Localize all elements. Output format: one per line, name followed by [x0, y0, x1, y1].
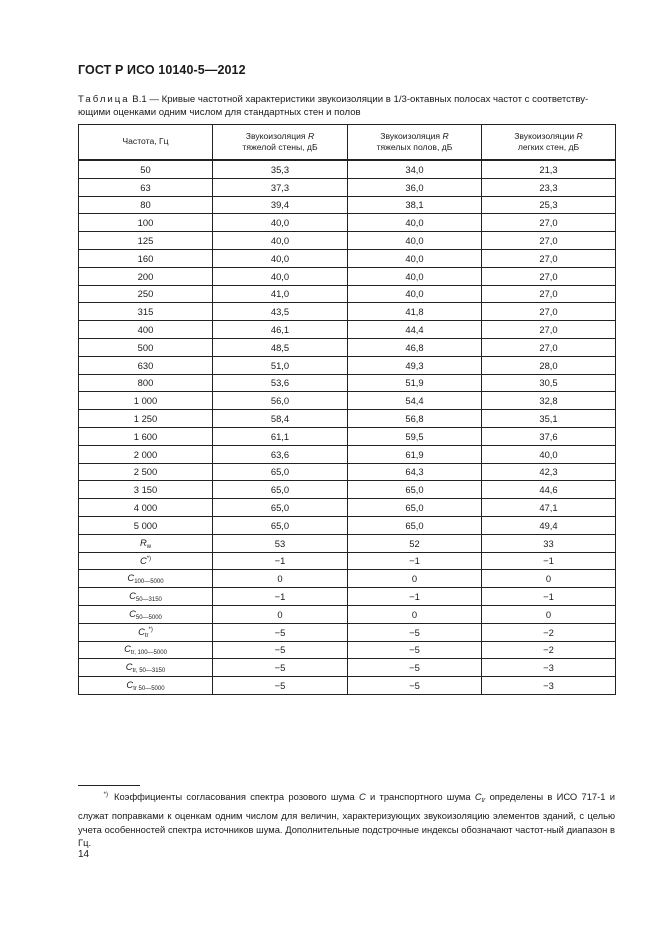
table-row: [79, 374, 616, 392]
value-cell: 53,6: [213, 374, 348, 392]
rating-value-cell: −2: [482, 641, 616, 659]
table-row: [79, 516, 616, 534]
caption-label: Таблица: [78, 94, 130, 105]
rating-row: [79, 552, 616, 570]
rating-value-cell: −5: [348, 623, 482, 641]
rating-value-cell: −2: [482, 623, 616, 641]
value-cell: 51,9: [348, 374, 482, 392]
value-cell: 65,0: [348, 481, 482, 499]
value-cell: 35,3: [213, 160, 348, 178]
caption-number: В.1: [132, 94, 147, 105]
table-row: [79, 463, 616, 481]
rating-symbol-cell: $C_{100—5000}$: [79, 570, 213, 588]
rating-value-cell: −5: [213, 677, 348, 695]
value-cell: 47,1: [482, 499, 616, 517]
value-cell: 59,5: [348, 427, 482, 445]
rating-value-cell: −3: [482, 677, 616, 695]
frequency-cell: 100: [79, 214, 213, 232]
rating-symbol-cell: $C_{tr}^{*)}$: [79, 623, 213, 641]
value-cell: 21,3: [482, 160, 616, 178]
rating-value-cell: −5: [213, 623, 348, 641]
value-cell: 65,0: [213, 499, 348, 517]
value-cell: 65,0: [213, 481, 348, 499]
rating-symbol-cell: $C_{tr, 100—5000}$: [79, 641, 213, 659]
frequency-cell: 1 600: [79, 427, 213, 445]
frequency-cell: 250: [79, 285, 213, 303]
table-row: [79, 196, 616, 214]
rating-value-cell: 33: [482, 534, 616, 552]
value-cell: 27,0: [482, 267, 616, 285]
table-row: [79, 338, 616, 356]
frequency-cell: 1 250: [79, 410, 213, 428]
value-cell: 56,8: [348, 410, 482, 428]
table-row: [79, 303, 616, 321]
value-cell: 40,0: [213, 214, 348, 232]
table-row: [79, 356, 616, 374]
table-caption: [78, 93, 618, 119]
table-row: [79, 249, 616, 267]
rating-symbol-cell: $C_{tr 50—5000}$: [79, 677, 213, 695]
value-cell: 37,3: [213, 178, 348, 196]
value-cell: 27,0: [482, 285, 616, 303]
value-cell: 61,1: [213, 427, 348, 445]
rating-row: [79, 641, 616, 659]
frequency-cell: 1 000: [79, 392, 213, 410]
value-cell: 38,1: [348, 196, 482, 214]
value-cell: 32,8: [482, 392, 616, 410]
rating-value-cell: 52: [348, 534, 482, 552]
value-cell: 56,0: [213, 392, 348, 410]
value-cell: 28,0: [482, 356, 616, 374]
footnote-marker: *): [103, 792, 108, 798]
frequency-cell: 2 000: [79, 445, 213, 463]
value-cell: 40,0: [348, 285, 482, 303]
table-row: [79, 160, 616, 178]
rating-value-cell: 0: [348, 570, 482, 588]
table-row: [79, 267, 616, 285]
caption-text: — Кривые частотной характеристики звукоизоляции в 1/3-октавных полосах частот с соответству-ющими оценками одним числом для стандартных стен и полов: [78, 94, 589, 118]
value-cell: 65,0: [213, 463, 348, 481]
table-row: [79, 178, 616, 196]
data-table-wrapper: [78, 124, 615, 695]
frequency-cell: 400: [79, 321, 213, 339]
value-cell: 37,6: [482, 427, 616, 445]
value-cell: 39,4: [213, 196, 348, 214]
table-row: [79, 499, 616, 517]
value-cell: 46,8: [348, 338, 482, 356]
value-cell: 40,0: [213, 232, 348, 250]
table-row: [79, 392, 616, 410]
value-cell: 40,0: [348, 249, 482, 267]
value-cell: 40,0: [348, 232, 482, 250]
value-cell: 27,0: [482, 321, 616, 339]
header-frequency: Частота, Гц: [79, 125, 213, 161]
value-cell: 27,0: [482, 338, 616, 356]
rating-row: [79, 605, 616, 623]
rating-value-cell: −5: [348, 641, 482, 659]
rating-value-cell: −5: [213, 659, 348, 677]
value-cell: 46,1: [213, 321, 348, 339]
table-row: [79, 285, 616, 303]
rating-value-cell: 0: [213, 605, 348, 623]
rating-symbol-cell: $C_{50—3150}$: [79, 588, 213, 606]
rating-value-cell: 0: [482, 605, 616, 623]
table-row: [79, 445, 616, 463]
value-cell: 49,4: [482, 516, 616, 534]
value-cell: 64,3: [348, 463, 482, 481]
rating-symbol-cell: $C_{tr, 50—3150}$: [79, 659, 213, 677]
sound-insulation-table: [78, 124, 616, 695]
rating-row: [79, 623, 616, 641]
frequency-cell: 80: [79, 196, 213, 214]
value-cell: 48,5: [213, 338, 348, 356]
value-cell: 40,0: [482, 445, 616, 463]
value-cell: 23,3: [482, 178, 616, 196]
frequency-cell: 63: [79, 178, 213, 196]
frequency-cell: 50: [79, 160, 213, 178]
value-cell: 43,5: [213, 303, 348, 321]
value-cell: 40,0: [213, 267, 348, 285]
rating-row: [79, 588, 616, 606]
rating-symbol-cell: $R_w$: [79, 534, 213, 552]
header-heavy-wall: Звукоизоляция R тяжелой стены, дБ: [213, 125, 348, 161]
value-cell: 36,0: [348, 178, 482, 196]
rating-symbol-cell: C*): [79, 552, 213, 570]
table-header-row: [79, 125, 616, 161]
rating-value-cell: −1: [482, 588, 616, 606]
frequency-cell: 200: [79, 267, 213, 285]
table-row: [79, 321, 616, 339]
table-row: [79, 410, 616, 428]
rating-value-cell: −5: [213, 641, 348, 659]
value-cell: 41,8: [348, 303, 482, 321]
value-cell: 27,0: [482, 303, 616, 321]
value-cell: 40,0: [348, 214, 482, 232]
frequency-cell: 315: [79, 303, 213, 321]
rating-value-cell: 53: [213, 534, 348, 552]
value-cell: 27,0: [482, 214, 616, 232]
value-cell: 34,0: [348, 160, 482, 178]
value-cell: 40,0: [348, 267, 482, 285]
frequency-cell: 5 000: [79, 516, 213, 534]
value-cell: 65,0: [348, 499, 482, 517]
rating-value-cell: −1: [482, 552, 616, 570]
value-cell: 44,4: [348, 321, 482, 339]
header-light-wall: Звукоизоляции R легких стен, дБ: [482, 125, 616, 161]
footnote-divider: [78, 785, 140, 786]
page-number: 14: [78, 849, 90, 860]
value-cell: 65,0: [213, 516, 348, 534]
frequency-cell: 800: [79, 374, 213, 392]
table-row: [79, 427, 616, 445]
rating-row: [79, 659, 616, 677]
rating-value-cell: −1: [348, 552, 482, 570]
frequency-cell: 160: [79, 249, 213, 267]
rating-value-cell: 0: [482, 570, 616, 588]
frequency-cell: 630: [79, 356, 213, 374]
value-cell: 44,6: [482, 481, 616, 499]
value-cell: 27,0: [482, 249, 616, 267]
rating-row: [79, 677, 616, 695]
table-body: [79, 160, 616, 694]
value-cell: 40,0: [213, 249, 348, 267]
footnote: *) Коэффициенты согласования спектра розового шума C и транспортного шума $C_{tr}$ определены в ИСО 717-1 и служат поправками к оценкам одним числом для величин, характеризующих звукоизоляцию элементов зданий, с целью учета особенностей спектра источников шума. Дополнительные подстрочные индексы обозначают частот-ный диапазон в Гц.: [78, 791, 615, 849]
header-heavy-floor: Звукоизоляция R тяжелых полов, дБ: [348, 125, 482, 161]
rating-value-cell: −3: [482, 659, 616, 677]
rating-value-cell: −1: [213, 588, 348, 606]
frequency-cell: 3 150: [79, 481, 213, 499]
rating-symbol-cell: $C_{50—5000}$: [79, 605, 213, 623]
frequency-cell: 125: [79, 232, 213, 250]
value-cell: 49,3: [348, 356, 482, 374]
rating-value-cell: −1: [213, 552, 348, 570]
value-cell: 65,0: [348, 516, 482, 534]
document-title: ГОСТ Р ИСО 10140-5—2012: [78, 63, 246, 77]
table-row: [79, 214, 616, 232]
table-row: [79, 232, 616, 250]
value-cell: 35,1: [482, 410, 616, 428]
rating-row: [79, 534, 616, 552]
rating-value-cell: −1: [348, 588, 482, 606]
value-cell: 54,4: [348, 392, 482, 410]
value-cell: 30,5: [482, 374, 616, 392]
rating-value-cell: −5: [348, 677, 482, 695]
value-cell: 58,4: [213, 410, 348, 428]
value-cell: 25,3: [482, 196, 616, 214]
table-row: [79, 481, 616, 499]
rating-value-cell: 0: [348, 605, 482, 623]
frequency-cell: 500: [79, 338, 213, 356]
value-cell: 42,3: [482, 463, 616, 481]
frequency-cell: 4 000: [79, 499, 213, 517]
value-cell: 63,6: [213, 445, 348, 463]
value-cell: 27,0: [482, 232, 616, 250]
value-cell: 51,0: [213, 356, 348, 374]
rating-row: [79, 570, 616, 588]
value-cell: 61,9: [348, 445, 482, 463]
frequency-cell: 2 500: [79, 463, 213, 481]
rating-value-cell: −5: [348, 659, 482, 677]
rating-value-cell: 0: [213, 570, 348, 588]
value-cell: 41,0: [213, 285, 348, 303]
